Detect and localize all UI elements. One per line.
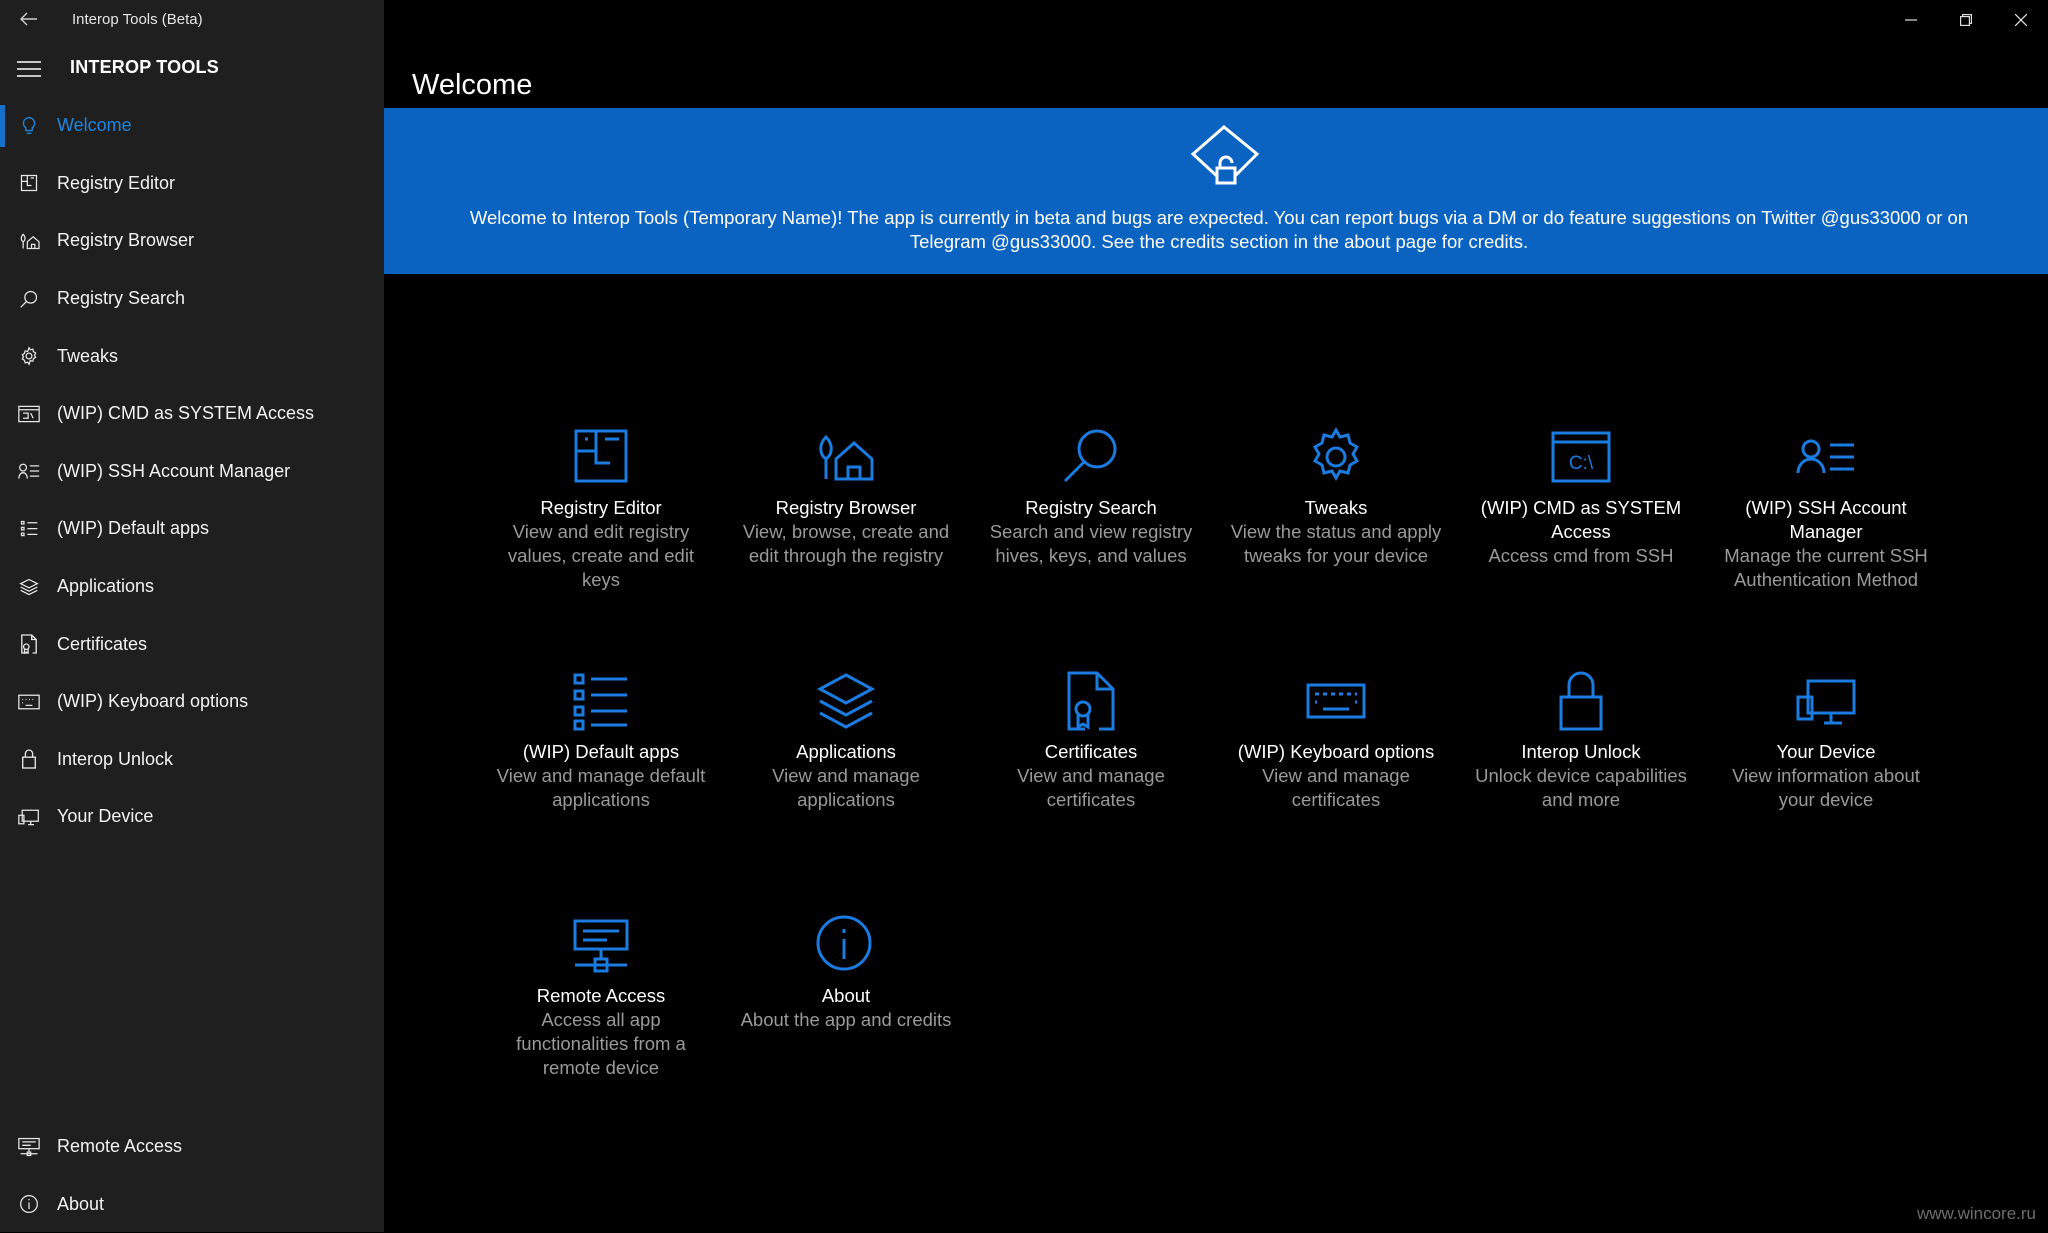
search-icon (16, 286, 42, 312)
registry-browser-icon (16, 228, 42, 254)
sidebar-item-registry-search[interactable] (0, 270, 384, 328)
tile-tweaks[interactable] (1226, 425, 1446, 568)
tile-registry-browser[interactable] (736, 425, 956, 568)
sidebar-item-label: Registry Editor (57, 172, 176, 193)
layers-icon (814, 669, 878, 733)
sidebar-item-certificates[interactable] (0, 615, 384, 673)
sidebar-item-label: (WIP) CMD as SYSTEM Access (57, 403, 315, 424)
sidebar-item-welcome[interactable] (0, 97, 384, 155)
tile-description: View information about your device (1732, 765, 1920, 810)
tile-description: Unlock device capabilities and more (1475, 765, 1687, 810)
tile-description: View and manage certificates (1262, 765, 1410, 810)
hamburger-icon (17, 60, 41, 78)
welcome-message: Welcome to Interop Tools (Temporary Name)! The app is currently in beta and bugs are expected. You can report bugs via a DM or do feature suggestions on Twitter @gus33000 or on Telegram @gus33000. See the credits section in the about page for credits. (469, 207, 1969, 252)
sidebar-item-your-device[interactable] (0, 788, 384, 846)
sidebar-item-tweaks[interactable] (0, 327, 384, 385)
list-icon (569, 669, 633, 733)
tile-title: Registry Search (1025, 497, 1157, 518)
sidebar-item-ssh-account-manager[interactable] (0, 443, 384, 501)
svg-text:C:\: C:\ (1568, 453, 1594, 474)
tile-title: Certificates (1044, 741, 1138, 762)
info-icon (814, 913, 878, 977)
tile-certificates[interactable] (981, 669, 1201, 812)
welcome-banner (384, 108, 2048, 274)
list-icon (16, 516, 42, 542)
lightbulb-icon (16, 113, 42, 139)
sidebar-item-label: (WIP) Keyboard options (57, 691, 249, 712)
registry-editor-icon (16, 170, 42, 196)
nav-footer (0, 1118, 384, 1233)
tile-description: View and edit registry values, create and edit keys (507, 521, 695, 590)
remote-icon (569, 913, 633, 977)
certificate-icon (1059, 669, 1123, 733)
sidebar-item-label: About (57, 1193, 105, 1214)
sidebar-item-applications[interactable] (0, 558, 384, 616)
tile-applications[interactable] (736, 669, 956, 812)
cmd-icon (16, 401, 42, 427)
sidebar-item-label: Your Device (57, 806, 154, 827)
device-icon (16, 804, 42, 830)
tag-lock-icon (1185, 124, 1263, 196)
tile-ssh-account-manager[interactable] (1716, 425, 1936, 592)
sidebar-item-registry-editor[interactable] (0, 155, 384, 213)
lock-icon (1549, 669, 1613, 733)
remote-icon (16, 1134, 42, 1160)
tile-title: Your Device (1776, 741, 1876, 762)
back-button[interactable] (14, 6, 44, 32)
tile-registry-search[interactable] (981, 425, 1201, 568)
tile-title: Registry Editor (540, 497, 662, 518)
tile-title: Applications (796, 741, 896, 762)
keyboard-icon (1304, 669, 1368, 733)
gear-icon (1304, 425, 1368, 489)
gear-icon (16, 343, 42, 369)
tile-description: View and manage certificates (1017, 765, 1165, 810)
back-arrow-icon (20, 12, 38, 26)
account-list-icon (1794, 425, 1858, 489)
device-icon (1794, 669, 1858, 733)
app-brand: INTEROP TOOLS (70, 57, 219, 77)
nav-list (0, 97, 384, 846)
sidebar-item-label: Applications (57, 576, 155, 597)
layers-icon (16, 574, 42, 600)
navigation-pane (0, 0, 384, 1232)
tile-title: (WIP) Keyboard options (1237, 741, 1435, 762)
sidebar-item-label: Remote Access (57, 1136, 183, 1157)
restore-button[interactable] (1938, 0, 1993, 40)
certificate-icon (16, 631, 42, 657)
tile-title: Tweaks (1304, 497, 1368, 518)
sidebar-item-label: Interop Unlock (57, 748, 174, 769)
sidebar-item-label: Welcome (57, 115, 132, 136)
window-title: Interop Tools (Beta) (72, 11, 203, 28)
sidebar-item-registry-browser[interactable] (0, 212, 384, 270)
tile-title: (WIP) SSH Account Manager (1745, 497, 1907, 542)
tile-description: Manage the current SSH Authentication Method (1724, 545, 1928, 590)
page-title: Welcome (412, 69, 533, 102)
sidebar-item-label: (WIP) SSH Account Manager (57, 460, 291, 481)
account-list-icon (16, 458, 42, 484)
title-bar (0, 0, 384, 40)
sidebar-item-label: Certificates (57, 633, 148, 654)
tile-remote-access[interactable] (491, 913, 711, 1080)
info-icon (16, 1191, 42, 1217)
sidebar-item-label: Registry Search (57, 288, 186, 309)
minimize-icon (1905, 14, 1917, 26)
tile-keyboard-options[interactable] (1226, 669, 1446, 812)
restore-icon (1960, 14, 1972, 26)
tile-interop-unlock[interactable] (1471, 669, 1691, 812)
tile-cmd-system[interactable] (1471, 425, 1691, 568)
sidebar-item-interop-unlock[interactable] (0, 731, 384, 789)
search-icon (1059, 425, 1123, 489)
tile-description: View the status and apply tweaks for your device (1230, 521, 1442, 566)
sidebar-item-label: Tweaks (57, 345, 119, 366)
registry-browser-icon (814, 425, 878, 489)
tile-description: Search and view registry hives, keys, and values (989, 521, 1193, 566)
tile-title: About (821, 985, 871, 1006)
tile-title: Interop Unlock (1521, 741, 1641, 762)
close-button[interactable] (1993, 0, 2048, 40)
tile-about[interactable] (736, 913, 956, 1032)
tile-title: (WIP) Default apps (522, 741, 680, 762)
tile-description: View and manage default applications (496, 765, 706, 810)
sidebar-item-remote-access[interactable] (0, 1118, 384, 1176)
sidebar-item-keyboard-options[interactable] (0, 673, 384, 731)
sidebar-item-about[interactable] (0, 1176, 384, 1233)
watermark-text: www.wincore.ru (1916, 1204, 2036, 1223)
sidebar-item-cmd-system[interactable] (0, 385, 384, 443)
tile-your-device[interactable] (1716, 669, 1936, 812)
close-icon (2015, 14, 2027, 26)
cmd-icon (1549, 425, 1613, 489)
tile-description: Access all app functionalities from a remote device (516, 1009, 686, 1078)
minimize-button[interactable] (1883, 0, 1938, 40)
tile-registry-editor[interactable] (491, 425, 711, 592)
tile-description: View and manage applications (772, 765, 920, 810)
sidebar-item-label: Registry Browser (57, 230, 195, 251)
main-content (384, 0, 2048, 1232)
tile-title: Remote Access (536, 985, 666, 1006)
window-controls (1883, 0, 2048, 40)
sidebar-item-default-apps[interactable] (0, 500, 384, 558)
sidebar-item-label: (WIP) Default apps (57, 518, 210, 539)
registry-editor-icon (569, 425, 633, 489)
tile-description: View, browse, create and edit through the registry (742, 521, 950, 566)
tile-title: (WIP) CMD as SYSTEM Access (1480, 497, 1682, 542)
tile-description: Access cmd from SSH (1488, 545, 1674, 566)
lock-icon (16, 746, 42, 772)
tile-description: About the app and credits (740, 1009, 952, 1030)
tile-title: Registry Browser (775, 497, 917, 518)
tile-default-apps[interactable] (491, 669, 711, 812)
hamburger-menu-button[interactable] (12, 52, 46, 86)
keyboard-icon (16, 689, 42, 715)
